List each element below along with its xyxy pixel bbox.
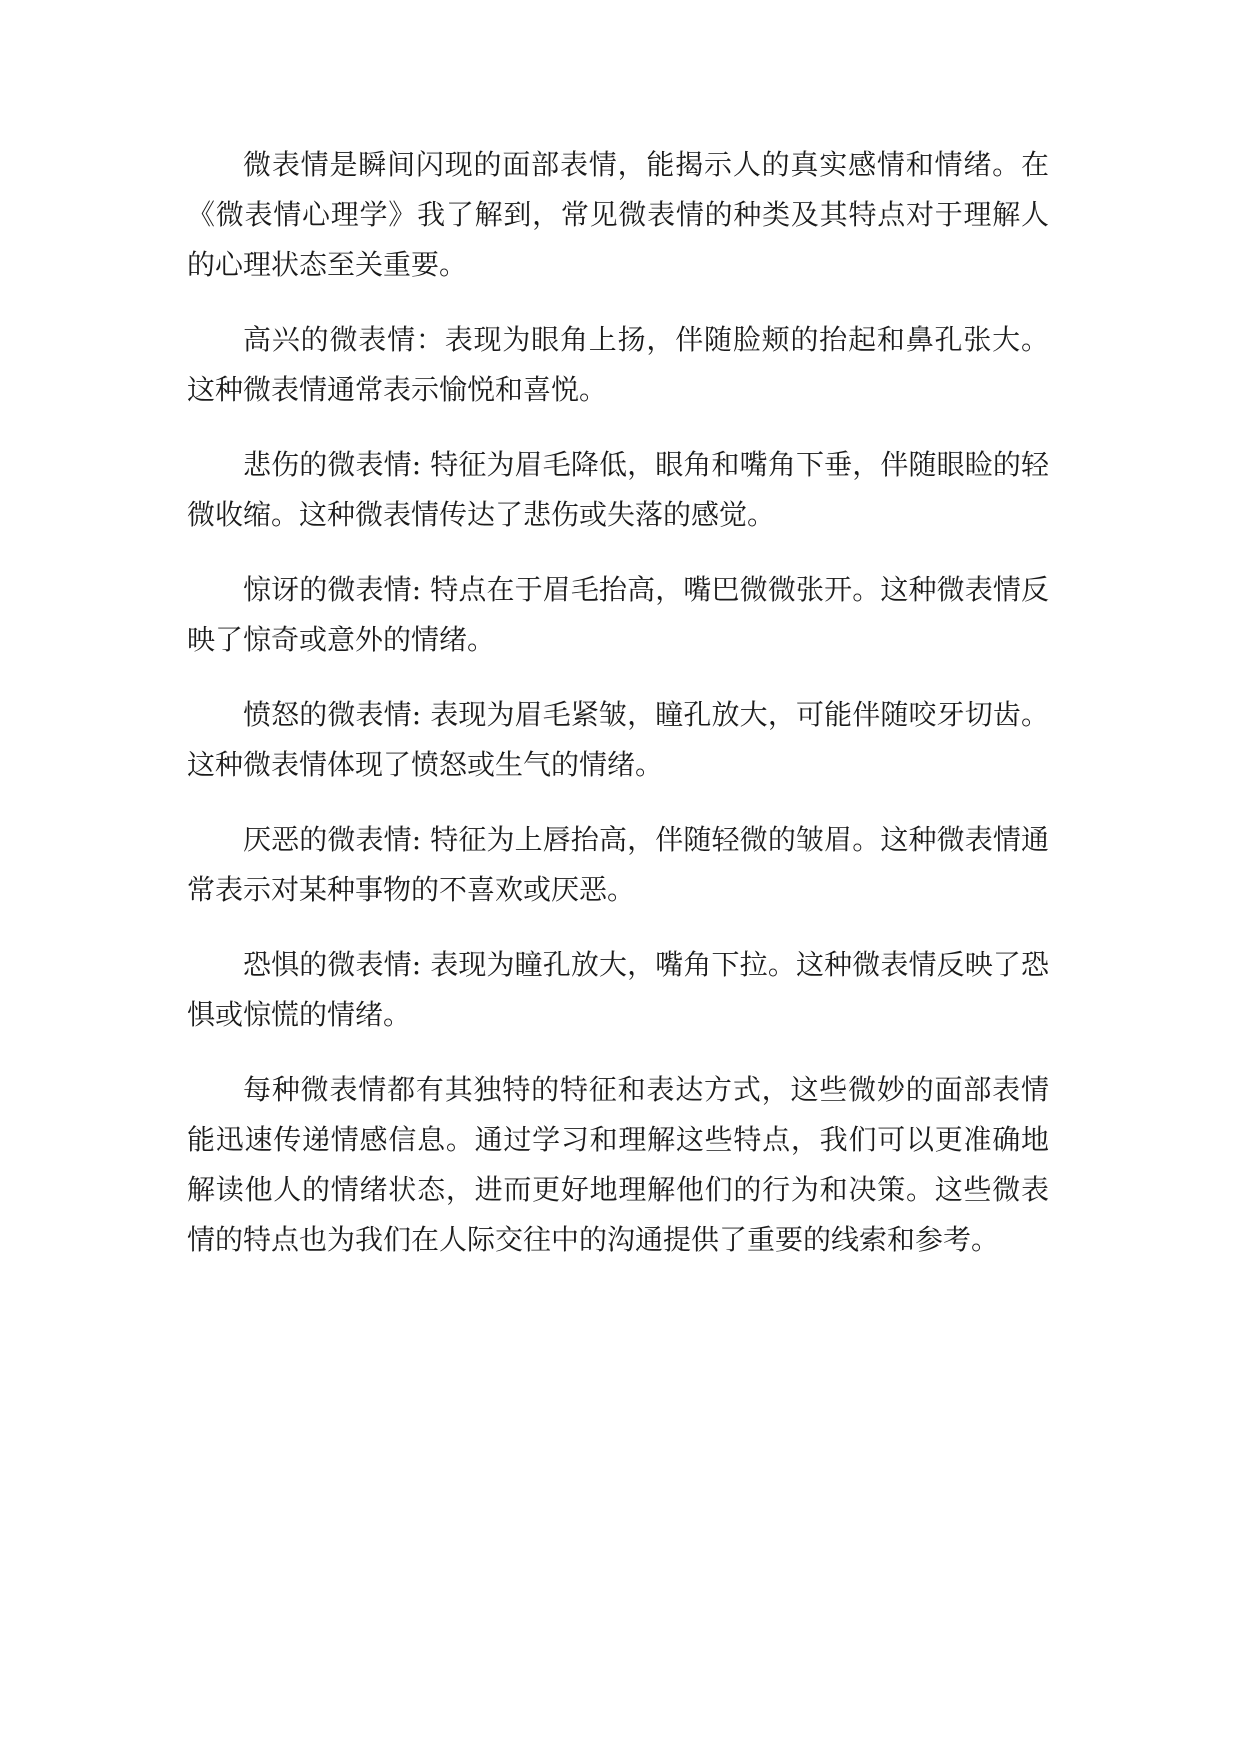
disgust-paragraph: 厌恶的微表情: 特征为上唇抬高，伴随轻微的皱眉。这种微表情通常表示对某种事物的不喜欢或厌恶。 xyxy=(187,823,1049,906)
intro-paragraph: 微表情是瞬间闪现的面部表情，能揭示人的真实感情和情绪。在《微表情心理学》我了解到，常见微表情的种类及其特点对于理解人的心理状态至关重要。 xyxy=(187,148,1049,281)
anger-paragraph: 愤怒的微表情: 表现为眉毛紧皱，瞳孔放大，可能伴随咬牙切齿。这种微表情体现了愤怒或生气的情绪。 xyxy=(187,698,1049,781)
surprise-paragraph: 惊讶的微表情: 特点在于眉毛抬高，嘴巴微微张开。这种微表情反映了惊奇或意外的情绪。 xyxy=(187,573,1049,656)
document-body xyxy=(187,140,1049,1290)
sadness-paragraph: 悲伤的微表情: 特征为眉毛降低，眼角和嘴角下垂，伴随眼睑的轻微收缩。这种微表情传达了悲伤或失落的感觉。 xyxy=(187,448,1049,531)
conclusion-paragraph: 每种微表情都有其独特的特征和表达方式，这些微妙的面部表情能迅速传递情感信息。通过学习和理解这些特点，我们可以更准确地解读他人的情绪状态，进而更好地理解他们的行为和决策。这些微表情的特点也为我们在人际交往中的沟通提供了重要的线索和参考。 xyxy=(187,1073,1049,1256)
fear-paragraph: 恐惧的微表情: 表现为瞳孔放大，嘴角下拉。这种微表情反映了恐惧或惊慌的情绪。 xyxy=(187,948,1049,1031)
happiness-paragraph: 高兴的微表情：表现为眼角上扬，伴随脸颊的抬起和鼻孔张大。这种微表情通常表示愉悦和喜悦。 xyxy=(187,323,1049,406)
